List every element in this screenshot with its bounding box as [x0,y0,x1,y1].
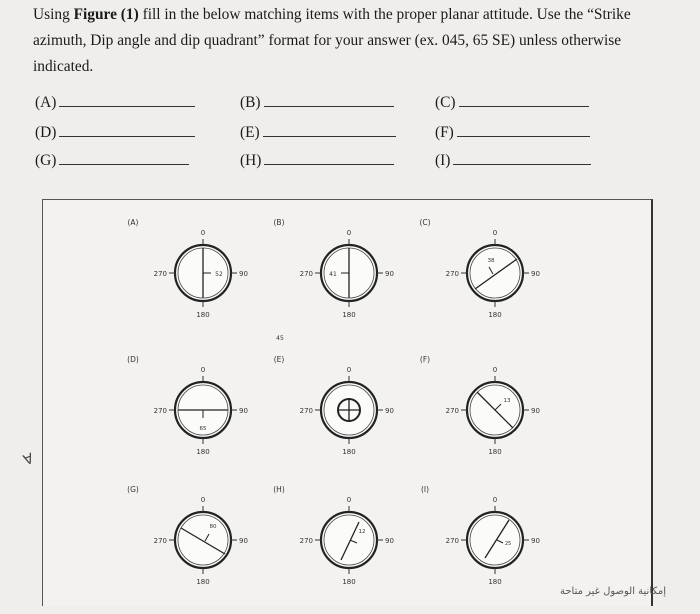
panel-a-south-label: 180 [196,311,210,319]
panel-f-value: 13 [503,398,511,404]
answer-item-h[interactable] [240,150,394,170]
panel-h-west-label: 270 [299,537,313,545]
panel-e-north-label: 0 [346,366,352,374]
panel-i-west-label: 270 [445,537,459,545]
panel-d-label: (D) [127,355,139,364]
answer-item-i[interactable] [435,150,591,170]
panel-b-west-label: 270 [299,270,313,278]
answer-blank-a[interactable] [59,92,195,107]
question-line-2: azimuth, Dip angle and dip quadrant” format for your answer (ex. 045, 65 SE) unless otherwise [33,32,622,49]
answer-blank-d[interactable] [59,122,195,137]
panel-c-label: (C) [419,218,431,227]
panel-i-value: 25 [504,541,512,547]
answer-label-b: (B) [240,94,261,111]
answer-blank-f[interactable] [457,122,590,137]
panel-h-south-label: 180 [342,578,356,586]
panel-c-north-label: 0 [492,229,498,237]
panel-b-north-label: 0 [346,229,352,237]
panel-h-net-circle [321,512,377,568]
panel-d-west-label: 270 [153,407,167,415]
answer-label-d: (D) [35,124,57,141]
stereonet-figure [43,200,651,606]
panel-f-south-label: 180 [488,448,502,456]
panel-b-value: 41 [329,271,337,278]
answer-item-c[interactable] [435,92,589,112]
question-line-3: indicated. [33,58,94,75]
panel-a-label: (A) [127,218,139,227]
answer-label-f: (F) [435,124,454,141]
panel-i-north-label: 0 [492,496,498,504]
question-text [33,2,693,80]
answer-blank-c[interactable] [459,92,589,107]
watermark-text: إمكانية الوصول غير متاحة [560,586,667,597]
answer-item-a[interactable] [35,92,195,112]
panel-c-east-label: 90 [531,270,540,278]
panel-g-label: (G) [127,485,139,494]
panel-a-value: 52 [215,271,223,278]
panel-a-north-label: 0 [200,229,206,237]
panel-e-west-label: 270 [299,407,313,415]
answer-blank-b[interactable] [264,92,394,107]
panel-i-net-circle [467,512,523,568]
panel-g-south-label: 180 [196,578,210,586]
panel-f-west-label: 270 [445,407,459,415]
panel-e-label: (E) [273,355,285,364]
panel-d-value: 65 [199,426,207,432]
panel-b-south-label: 180 [342,311,356,319]
panel-i-label: (I) [420,485,430,494]
side-mark-icon: ∀ [21,450,37,470]
panel-e-east-label: 90 [385,407,394,415]
answer-row-1 [35,92,675,114]
answer-item-b[interactable] [240,92,394,112]
answer-label-i: (I) [435,152,451,169]
answer-item-f[interactable] [435,122,590,142]
panel-c-west-label: 270 [445,270,459,278]
panel-g-west-label: 270 [153,537,167,545]
answer-item-e[interactable] [240,122,396,142]
panel-b-label: (B) [273,218,285,227]
answer-blank-g[interactable] [59,150,189,165]
panel-g-north-label: 0 [200,496,206,504]
panel-e-south-label: 180 [342,448,356,456]
panel-d-east-label: 90 [239,407,248,415]
panel-b-east-label: 90 [385,270,394,278]
answer-label-g: (G) [35,152,57,169]
panel-c-south-label: 180 [488,311,502,319]
panel-c-value: 38 [487,258,495,264]
panel-g-east-label: 90 [239,537,248,545]
panel-d-south-label: 180 [196,448,210,456]
panel-a-east-label: 90 [239,270,248,278]
answer-row-3 [35,150,675,172]
answer-label-h: (H) [240,152,262,169]
panel-f-north-label: 0 [492,366,498,374]
panel-h-value: 12 [358,529,366,535]
answer-row-2 [35,122,675,144]
answer-label-c: (C) [435,94,456,111]
panel-g-net-circle [175,512,231,568]
panel-c-net-circle [467,245,523,301]
panel-f-east-label: 90 [531,407,540,415]
panel-d-north-label: 0 [200,366,206,374]
figure-1-frame [42,199,653,606]
panel-i-south-label: 180 [488,578,502,586]
answer-label-e: (E) [240,124,260,141]
stray-label: 45 [276,335,284,342]
figure-reference: Figure (1) [73,6,139,23]
answer-item-d[interactable] [35,122,195,142]
question-line-1 [33,2,693,28]
panel-i-east-label: 90 [531,537,540,545]
answer-item-g[interactable] [35,150,189,170]
panel-h-north-label: 0 [346,496,352,504]
panel-f-label: (F) [419,355,431,364]
answer-blank-i[interactable] [453,150,591,165]
panel-h-label: (H) [273,485,285,494]
panel-a-west-label: 270 [153,270,167,278]
panel-g-value: 80 [209,524,217,530]
question-line-1-end: fill in the below matching items with the proper planar attitude. Use the “Strike [138,6,631,23]
panel-h-east-label: 90 [385,537,394,545]
answer-blank-e[interactable] [263,122,396,137]
answer-label-a: (A) [35,94,57,111]
answer-blank-h[interactable] [264,150,394,165]
question-line-1-start: Using [33,6,74,23]
